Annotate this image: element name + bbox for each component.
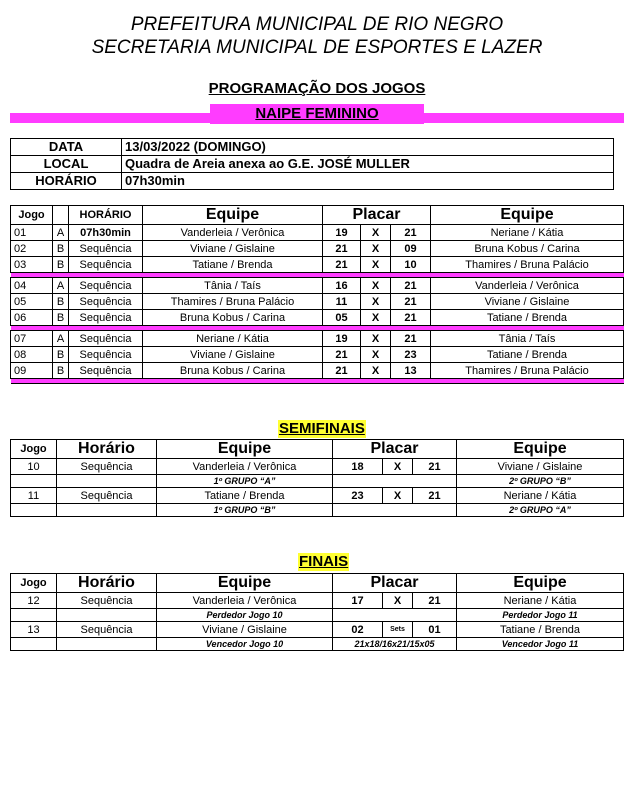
group-letter: B [53,310,69,326]
group-separator [11,379,624,384]
finais-title: FINAIS [299,553,349,570]
blank-cell [57,638,157,651]
score-1: 21 [323,363,361,379]
team-2: Viviane / Gislaine [431,294,624,310]
team-2: Vanderleia / Verônica [431,278,624,294]
score-1: 21 [323,241,361,257]
table-row [11,294,624,310]
team-1: Bruna Kobus / Carina [143,363,323,379]
team-2: Neriane / Kátia [457,593,624,609]
score-separator: X [361,310,391,326]
game-number: 10 [11,459,57,475]
group-letter: A [53,278,69,294]
table-subrow [11,638,624,651]
game-time: Sequência [69,331,143,347]
score-2: 21 [391,331,431,347]
table-subrow [11,504,624,517]
game-number: 13 [11,622,57,638]
score-1: 16 [323,278,361,294]
naipe-banner [210,104,424,124]
game-number: 08 [11,347,53,363]
game-time: Sequência [69,257,143,273]
game-time: Sequência [57,622,157,638]
blank-cell [57,475,157,488]
team-1-origin: Vencedor Jogo 10 [157,638,333,651]
group-games-table [10,205,624,384]
team-1: Neriane / Kátia [143,331,323,347]
game-number: 06 [11,310,53,326]
score-1: 05 [323,310,361,326]
blank-cell [57,609,157,622]
game-time: Sequência [57,593,157,609]
semi-col-placar: Placar [333,440,457,459]
score-2: 21 [413,459,457,475]
table-row [11,278,624,294]
game-time: Sequência [69,310,143,326]
score-1: 18 [333,459,383,475]
score-2: 13 [391,363,431,379]
blank-cell [57,504,157,517]
score-1: 19 [323,331,361,347]
team-1: Vanderleia / Verônica [143,225,323,241]
semifinais-table [10,439,624,517]
horario-label: HORÁRIO [11,173,122,190]
score-separator: X [361,294,391,310]
finais-table [10,573,624,651]
score-2: 09 [391,241,431,257]
semi-col-horario: Horário [57,440,157,459]
finais-col-placar: Placar [333,574,457,593]
table-row [11,363,624,379]
finais-col-jogo: Jogo [11,574,57,593]
col-jogo: Jogo [11,206,53,225]
game-time: Sequência [57,459,157,475]
score-2: 10 [391,257,431,273]
game-time: Sequência [69,241,143,257]
group-letter: A [53,331,69,347]
score-separator: X [361,257,391,273]
group-letter: A [53,225,69,241]
data-label: DATA [11,139,122,156]
blank-cell [11,475,57,488]
score-separator: X [361,331,391,347]
team-1: Viviane / Gislaine [157,622,333,638]
table-subrow [11,475,624,488]
game-time: Sequência [69,278,143,294]
table-row [11,310,624,326]
score-1: 02 [333,622,383,638]
game-number: 02 [11,241,53,257]
game-number: 11 [11,488,57,504]
team-2: Thamires / Bruna Palácio [431,257,624,273]
table-row [11,347,624,363]
set-scores: 21x18/16x21/15x05 [333,638,457,651]
finais-col-horario: Horário [57,574,157,593]
game-time: Sequência [57,488,157,504]
table-row [11,241,624,257]
table-row [11,331,624,347]
col-horario: HORÁRIO [69,206,143,225]
score-2: 21 [391,278,431,294]
score-separator: Sets [383,622,413,638]
local-value: Quadra de Areia anexa ao G.E. JOSÉ MULLER [122,156,614,173]
score-1: 23 [333,488,383,504]
team-1: Thamires / Bruna Palácio [143,294,323,310]
group-letter: B [53,363,69,379]
team-2: Neriane / Kátia [431,225,624,241]
col-placar: Placar [323,206,431,225]
score-1: 11 [323,294,361,310]
program-title: PROGRAMAÇÃO DOS JOGOS [208,80,426,97]
team-2: Neriane / Kátia [457,488,624,504]
team-1: Tatiane / Brenda [143,257,323,273]
team-2: Tatiane / Brenda [431,347,624,363]
game-time: Sequência [69,363,143,379]
group-letter: B [53,294,69,310]
horario-value: 07h30min [122,173,614,190]
group-letter: B [53,347,69,363]
game-number: 04 [11,278,53,294]
header-line-1: PREFEITURA MUNICIPAL DE RIO NEGRO [130,14,504,35]
score-separator: X [383,488,413,504]
score-2: 23 [391,347,431,363]
table-row [11,257,624,273]
team-1-origin: Perdedor Jogo 10 [157,609,333,622]
set-scores [333,609,457,622]
team-2: Bruna Kobus / Carina [431,241,624,257]
score-2: 21 [413,488,457,504]
game-time: Sequência [69,347,143,363]
data-value: 13/03/2022 (DOMINGO) [122,139,614,156]
team-1: Tânia / Taís [143,278,323,294]
set-scores [333,504,457,517]
set-scores [333,475,457,488]
score-separator: X [361,278,391,294]
score-separator: X [361,225,391,241]
score-2: 21 [391,294,431,310]
blank-cell [11,609,57,622]
team-1: Vanderleia / Verônica [157,459,333,475]
blank-cell [11,504,57,517]
team-1: Tatiane / Brenda [157,488,333,504]
team-1-origin: 1º GRUPO “A” [157,475,333,488]
finais-col-equipe-1: Equipe [157,574,333,593]
score-separator: X [361,363,391,379]
table-row [11,593,624,609]
col-equipe-2: Equipe [431,206,624,225]
score-separator: X [383,593,413,609]
finais-col-equipe-2: Equipe [457,574,624,593]
group-letter: B [53,257,69,273]
info-table [10,138,614,190]
team-2-origin: 2º GRUPO “A” [457,504,624,517]
score-1: 19 [323,225,361,241]
naipe-title: NAIPE FEMININO [255,105,379,122]
team-1: Viviane / Gislaine [143,241,323,257]
score-2: 21 [413,593,457,609]
game-number: 09 [11,363,53,379]
blank-cell [11,638,57,651]
semifinais-title: SEMIFINAIS [279,420,365,437]
team-2: Tatiane / Brenda [431,310,624,326]
team-1: Bruna Kobus / Carina [143,310,323,326]
game-number: 05 [11,294,53,310]
game-time: 07h30min [69,225,143,241]
score-2: 21 [391,310,431,326]
table-row [11,622,624,638]
separator-cell [11,379,624,384]
score-separator: X [361,347,391,363]
table-row [11,225,624,241]
team-2: Tatiane / Brenda [457,622,624,638]
game-number: 12 [11,593,57,609]
team-1: Vanderleia / Verônica [157,593,333,609]
semi-col-jogo: Jogo [11,440,57,459]
team-2-origin: Vencedor Jogo 11 [457,638,624,651]
game-number: 01 [11,225,53,241]
table-row [11,459,624,475]
score-separator: X [383,459,413,475]
group-letter: B [53,241,69,257]
team-2-origin: Perdedor Jogo 11 [457,609,624,622]
score-2: 01 [413,622,457,638]
score-separator: X [361,241,391,257]
col-equipe-1: Equipe [143,206,323,225]
semi-col-equipe-2: Equipe [457,440,624,459]
score-1: 17 [333,593,383,609]
game-number: 07 [11,331,53,347]
team-1-origin: 1º GRUPO “B” [157,504,333,517]
team-2: Tânia / Taís [431,331,624,347]
semi-col-equipe-1: Equipe [157,440,333,459]
team-2-origin: 2º GRUPO “B” [457,475,624,488]
score-1: 21 [323,257,361,273]
score-2: 21 [391,225,431,241]
local-label: LOCAL [11,156,122,173]
team-1: Viviane / Gislaine [143,347,323,363]
game-time: Sequência [69,294,143,310]
team-2: Thamires / Bruna Palácio [431,363,624,379]
table-subrow [11,609,624,622]
team-2: Viviane / Gislaine [457,459,624,475]
header-line-2: SECRETARIA MUNICIPAL DE ESPORTES E LAZER [91,37,543,58]
score-1: 21 [323,347,361,363]
game-number: 03 [11,257,53,273]
table-row [11,488,624,504]
